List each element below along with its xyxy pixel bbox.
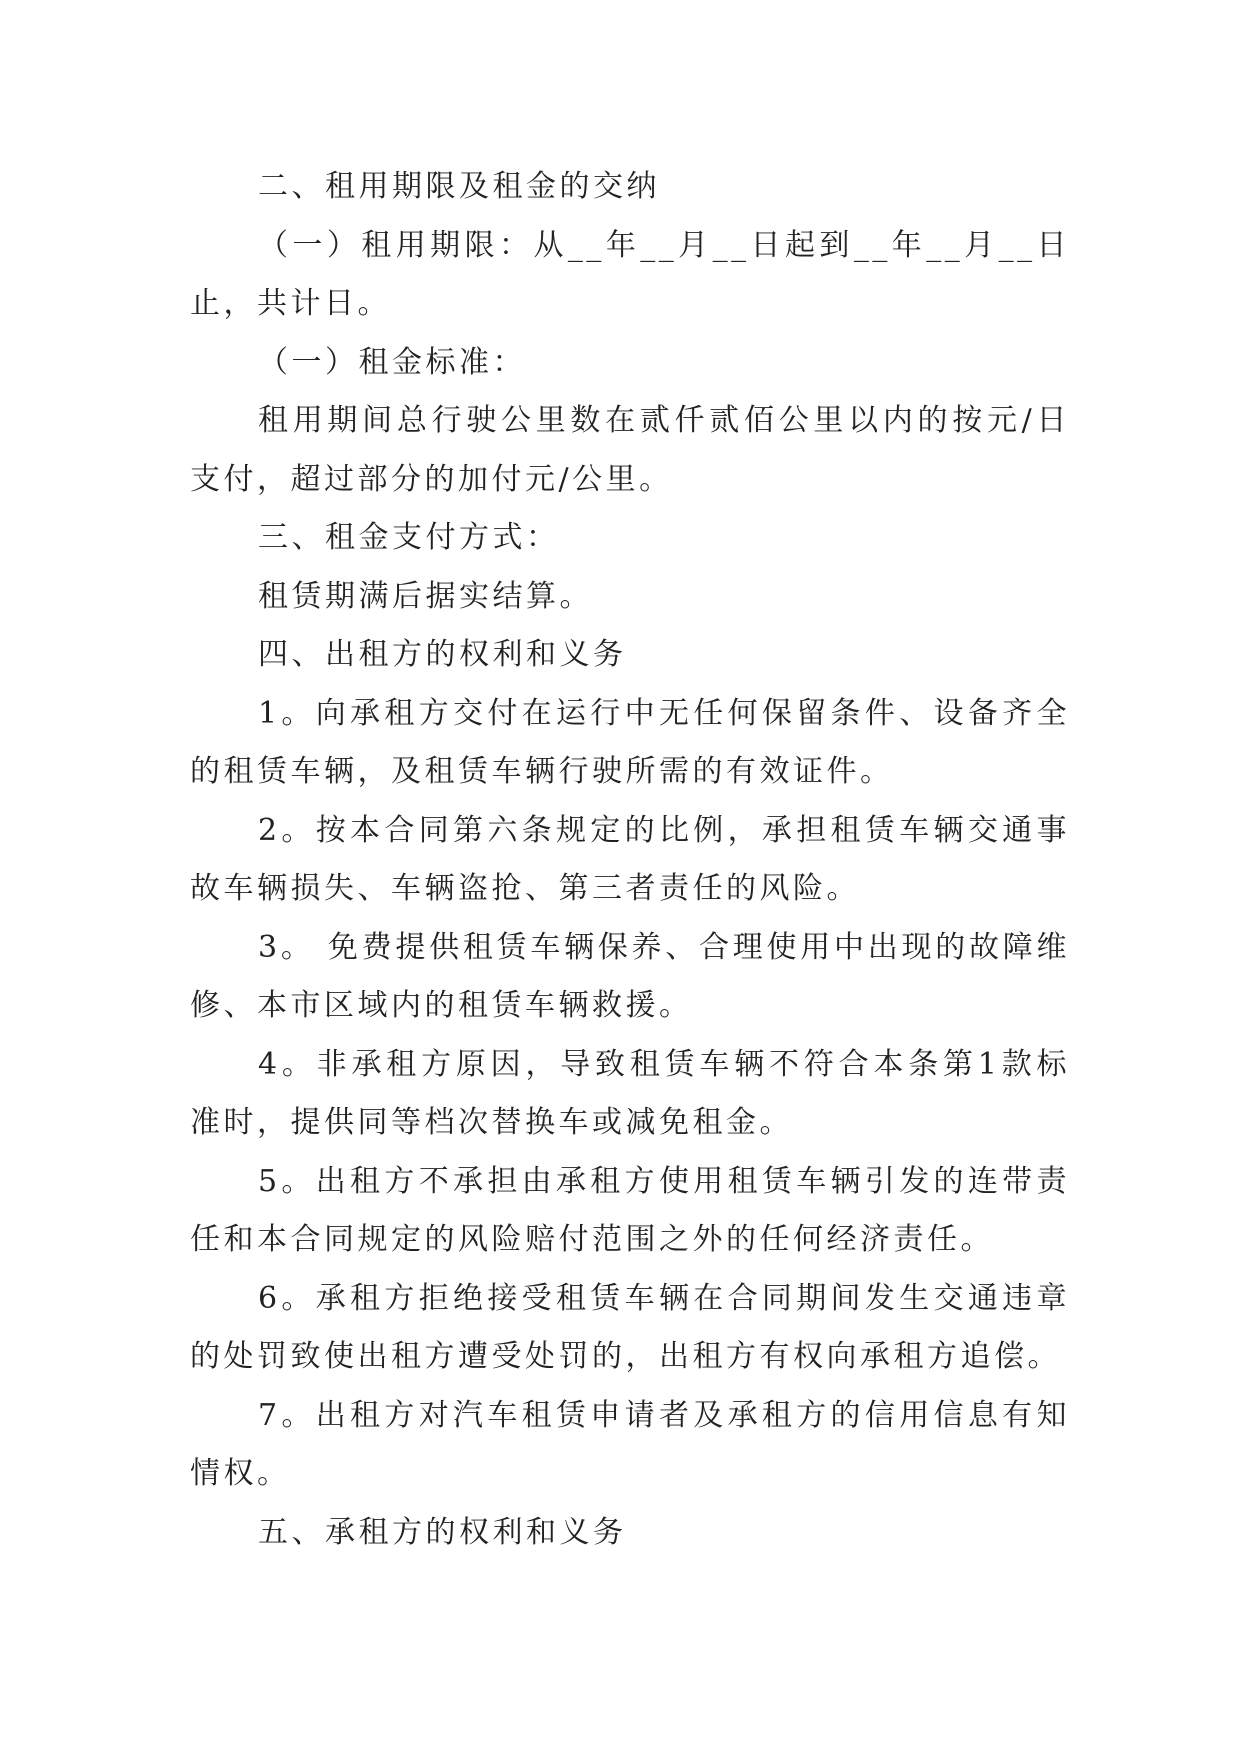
list-item-lessor-1: 1。向承租方交付在运行中无任何保留条件、设备齐全的租赁车辆，及租赁车辆行驶所需的有效证件。	[190, 695, 1070, 789]
section-heading-lessee-rights: 五、承租方的权利和义务	[258, 1514, 627, 1550]
paragraph-settlement: 租赁期满后据实结算。	[258, 578, 593, 614]
document-body	[190, 158, 1070, 1562]
paragraph-rent-standard-heading: （一）租金标准：	[258, 344, 526, 380]
paragraph-rent-standard: 租用期间总行驶公里数在贰仟贰佰公里以内的按元/日支付，超过部分的加付元/公里。	[190, 403, 1070, 497]
section-heading-payment-method: 三、租金支付方式：	[258, 520, 560, 555]
paragraph-lease-period: （一）租用期限：从__年__月__日起到__年__月__日止，共计日。	[190, 227, 1070, 321]
list-item-lessor-7: 7。出租方对汽车租赁申请者及承租方的信用信息有知情权。	[190, 1397, 1070, 1491]
section-heading-lessor-rights: 四、出租方的权利和义务	[258, 637, 627, 672]
section-heading-lease-term: 二、租用期限及租金的交纳	[258, 169, 660, 204]
list-item-lessor-4: 4。非承租方原因，导致租赁车辆不符合本条第1款标准时，提供同等档次替换车或减免租金。	[190, 1046, 1070, 1140]
list-item-lessor-3: 3。 免费提供租赁车辆保养、合理使用中出现的故障维修、本市区域内的租赁车辆救援。	[190, 929, 1070, 1023]
list-item-lessor-5: 5。出租方不承担由承租方使用租赁车辆引发的连带责任和本合同规定的风险赔付范围之外的任何经济责任。	[190, 1163, 1070, 1257]
list-item-lessor-6: 6。承租方拒绝接受租赁车辆在合同期间发生交通违章的处罚致使出租方遭受处罚的，出租方有权向承租方追偿。	[190, 1280, 1070, 1374]
list-item-lessor-2: 2。按本合同第六条规定的比例，承担租赁车辆交通事故车辆损失、车辆盗抢、第三者责任的风险。	[190, 812, 1070, 906]
